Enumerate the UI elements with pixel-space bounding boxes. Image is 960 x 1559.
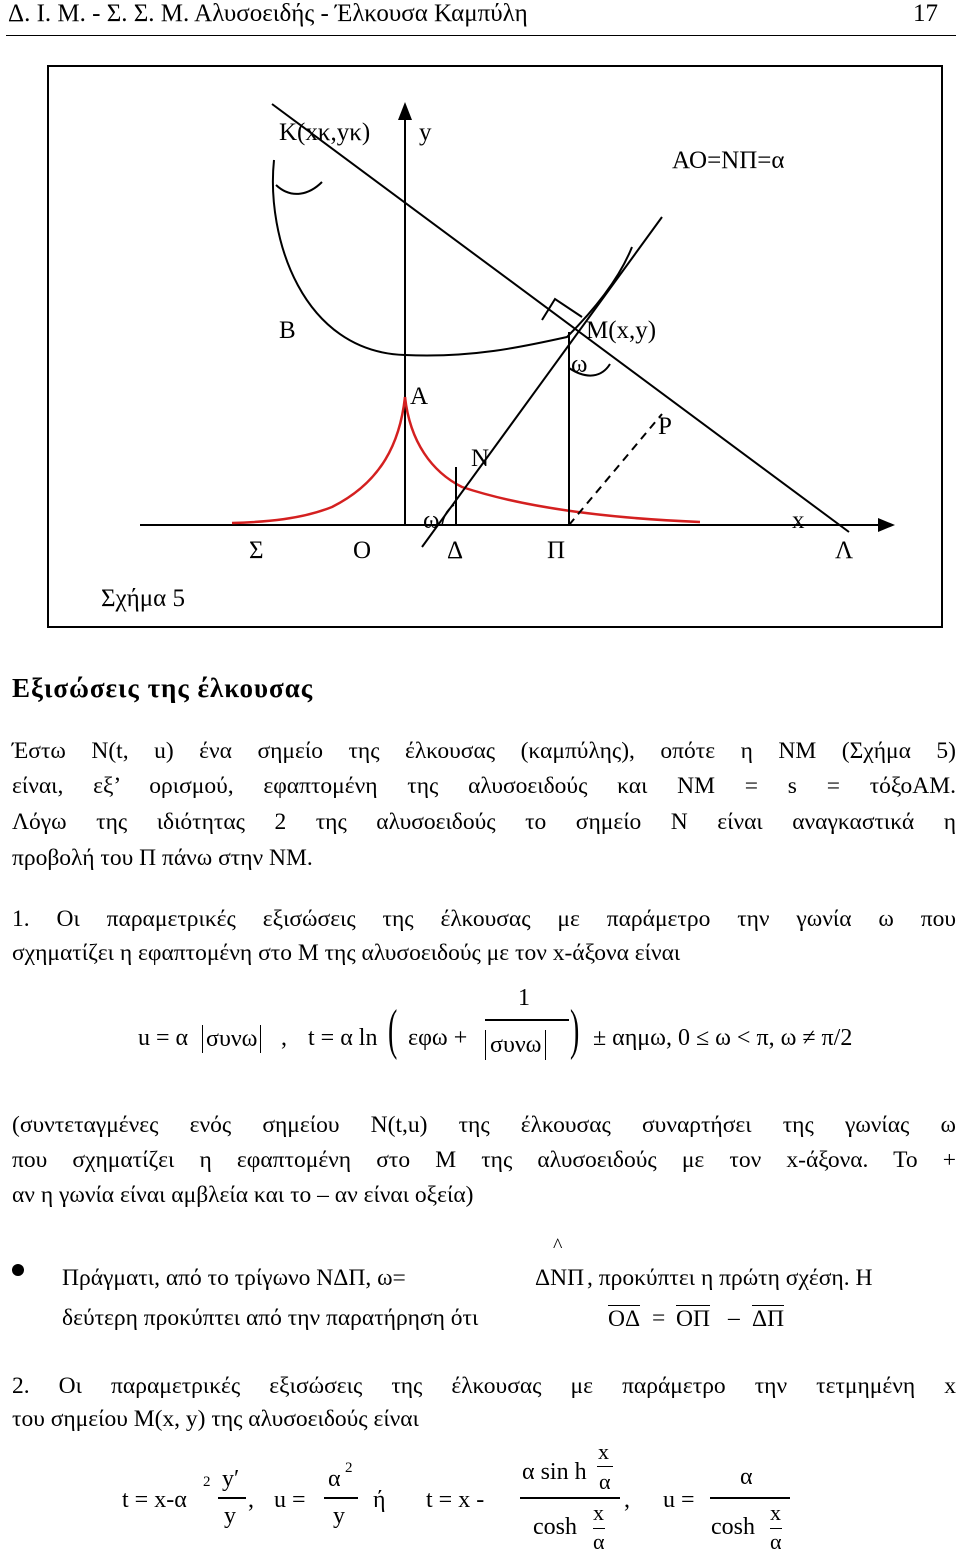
f2-sq1: 2 <box>203 1474 211 1490</box>
label-O: O <box>353 537 372 564</box>
catenary-curve <box>273 160 632 356</box>
eq-equals: = <box>652 1305 666 1331</box>
tangent-line <box>422 217 662 547</box>
f2-frac2-num: α <box>328 1466 341 1492</box>
intro-line-2: είναι, εξ’ ορισμού, εφαπτομένη της αλυσοειδούς και NM = s = τόξοAM. <box>12 773 956 799</box>
bullet-angle: ΔNΠ <box>535 1265 585 1291</box>
f2-frac1-den: y <box>224 1503 236 1529</box>
label-M: M(x,y) <box>586 317 657 344</box>
f2-or: ή <box>373 1487 386 1513</box>
label-Pi: Π <box>547 537 566 564</box>
f2-frac4-bar <box>710 1497 790 1499</box>
right-angle-M <box>542 299 582 320</box>
bullet-line-2: δεύτερη προκύπτει από την παρατήρηση ότι <box>62 1305 479 1331</box>
label-K: K(xκ,yκ) <box>279 119 371 146</box>
f2-frac2-den: y <box>333 1503 345 1529</box>
bullet-line-1b: , προκύπτει η πρώτη σχέση. Η <box>587 1265 873 1291</box>
eq-DP: ΔΠ <box>752 1306 785 1332</box>
figure-drawing <box>49 67 945 630</box>
f2-frac3-bar <box>520 1497 620 1499</box>
f2-u1: u = <box>274 1487 306 1513</box>
f2-t2: t = x - <box>426 1487 485 1513</box>
bullet-dot <box>12 1264 24 1276</box>
tractrix-right <box>405 397 700 522</box>
tractrix-left <box>232 397 405 523</box>
f2-frac3-num-inner-bar <box>597 1466 613 1467</box>
angle-arc-K <box>276 182 322 194</box>
f2-frac3-den-x: x <box>593 1500 604 1525</box>
section-title: Εξισώσεις της έλκουσας <box>12 673 314 703</box>
eq-OD: OΔ <box>608 1306 641 1332</box>
f2-t1: t = x-α <box>122 1487 187 1513</box>
label-Lambda: Λ <box>835 537 854 564</box>
f2-frac3-den: cosh <box>533 1514 577 1540</box>
f1-frac-bar <box>485 1019 569 1021</box>
f1-t: t = α ln <box>308 1025 378 1051</box>
f2-frac2-sq: 2 <box>345 1460 353 1476</box>
f2-frac3-num-x: x <box>598 1439 609 1464</box>
f1-frac-num: 1 <box>518 985 530 1011</box>
f2-frac3-den-a: α <box>593 1529 605 1554</box>
f2-frac4-den-a: α <box>770 1529 782 1554</box>
f1-tail: ± αημω, 0 ≤ ω < π, ω ≠ π/2 <box>593 1025 853 1051</box>
intro-line-4: προβολή του Π πάνω στην NM. <box>12 845 313 871</box>
f2-frac3-num: α sin h <box>522 1459 587 1485</box>
f2-frac2-bar <box>324 1497 358 1499</box>
f2-frac4-den-x: x <box>770 1500 781 1525</box>
item2-line-1: 2. Οι παραμετρικές εξισώσεις της έλκουσας με παράμετρο την τετμημένη x <box>12 1373 956 1399</box>
angle-arc-Delta <box>442 505 454 525</box>
f2-comma1: , <box>248 1487 254 1513</box>
intro-line-1: Έστω N(t, u) ένα σημείο της έλκουσας (καμπύλης), οπότε η NM (Σχήμα 5) <box>12 738 956 764</box>
dashed-line-P <box>569 414 662 525</box>
label-omega-bottom: ω <box>423 507 440 534</box>
x-axis-arrow <box>878 518 895 532</box>
label-N: N <box>471 445 490 472</box>
bullet-line-1a: Πράγματι, από το τρίγωνο NΔΠ, ω= <box>62 1265 406 1291</box>
f1-tan: εφω + <box>408 1025 468 1051</box>
item1-line-1: 1. Οι παραμετρικές εξισώσεις της έλκουσας με παράμετρο την γωνία ω που <box>12 906 956 932</box>
f1-right-paren: ) <box>570 999 580 1061</box>
item2-line-2: του σημείου M(x, y) της αλυσοειδούς είναι <box>12 1406 419 1432</box>
label-P: P <box>658 413 672 440</box>
label-A: A <box>410 383 429 410</box>
label-Sigma: Σ <box>249 537 264 564</box>
eq-OP: OΠ <box>676 1306 710 1332</box>
label-B: B <box>279 317 296 344</box>
label-Delta: Δ <box>447 537 464 564</box>
figure-caption: Σχήμα 5 <box>101 585 185 612</box>
page-number: 17 <box>913 0 938 27</box>
f2-comma2: , <box>624 1487 630 1513</box>
label-y-axis: y <box>419 119 432 146</box>
label-x-axis: x <box>792 507 805 534</box>
f1-comma: , <box>281 1025 287 1051</box>
angle-hat: ^ <box>553 1235 563 1257</box>
f2-frac3-num-a: α <box>599 1469 611 1494</box>
f1-frac-den: συνω <box>485 1030 546 1060</box>
label-relation: ΑΟ=ΝΠ=α <box>672 147 785 174</box>
f2-frac4-den: cosh <box>711 1514 755 1540</box>
f2-u2: u = <box>663 1487 695 1513</box>
label-omega-top: ω <box>571 351 588 378</box>
f1-u: u = α <box>138 1025 189 1051</box>
item1-line-2: σχηματίζει η εφαπτομένη στο Μ της αλυσοειδούς με τον x-άξονα είναι <box>12 940 681 966</box>
f1-u-abs: συνω <box>202 1025 261 1053</box>
intro-line-3: Λόγω της ιδιότητας 2 της αλυσοειδούς το σημείο N είναι αναγκαστικά η <box>12 809 956 835</box>
header-rule <box>6 35 956 36</box>
f2-frac1-num: y′ <box>222 1466 240 1492</box>
f2-frac4-num: α <box>740 1464 753 1490</box>
note-line-1: (συντεταγμένες ενός σημείου N(t,u) της έλκουσας συναρτήσει της γωνίας ω <box>12 1112 956 1138</box>
note-line-3: αν η γωνία είναι αμβλεία και το – αν είναι οξεία) <box>12 1182 474 1208</box>
f1-left-paren: ( <box>388 999 398 1061</box>
f2-frac1-bar <box>218 1497 246 1499</box>
y-axis-arrow <box>398 102 412 120</box>
note-line-2: που σχηματίζει η εφαπτομένη στο Μ της αλυσοειδούς με τον x-άξονα. Το + <box>12 1147 956 1173</box>
figure-5 <box>47 65 943 628</box>
running-header: Δ. Ι. Μ. - Σ. Σ. Μ. Αλυσοειδής - Έλκουσα Καμπύλη <box>8 0 528 27</box>
eq-minus: – <box>728 1305 740 1331</box>
